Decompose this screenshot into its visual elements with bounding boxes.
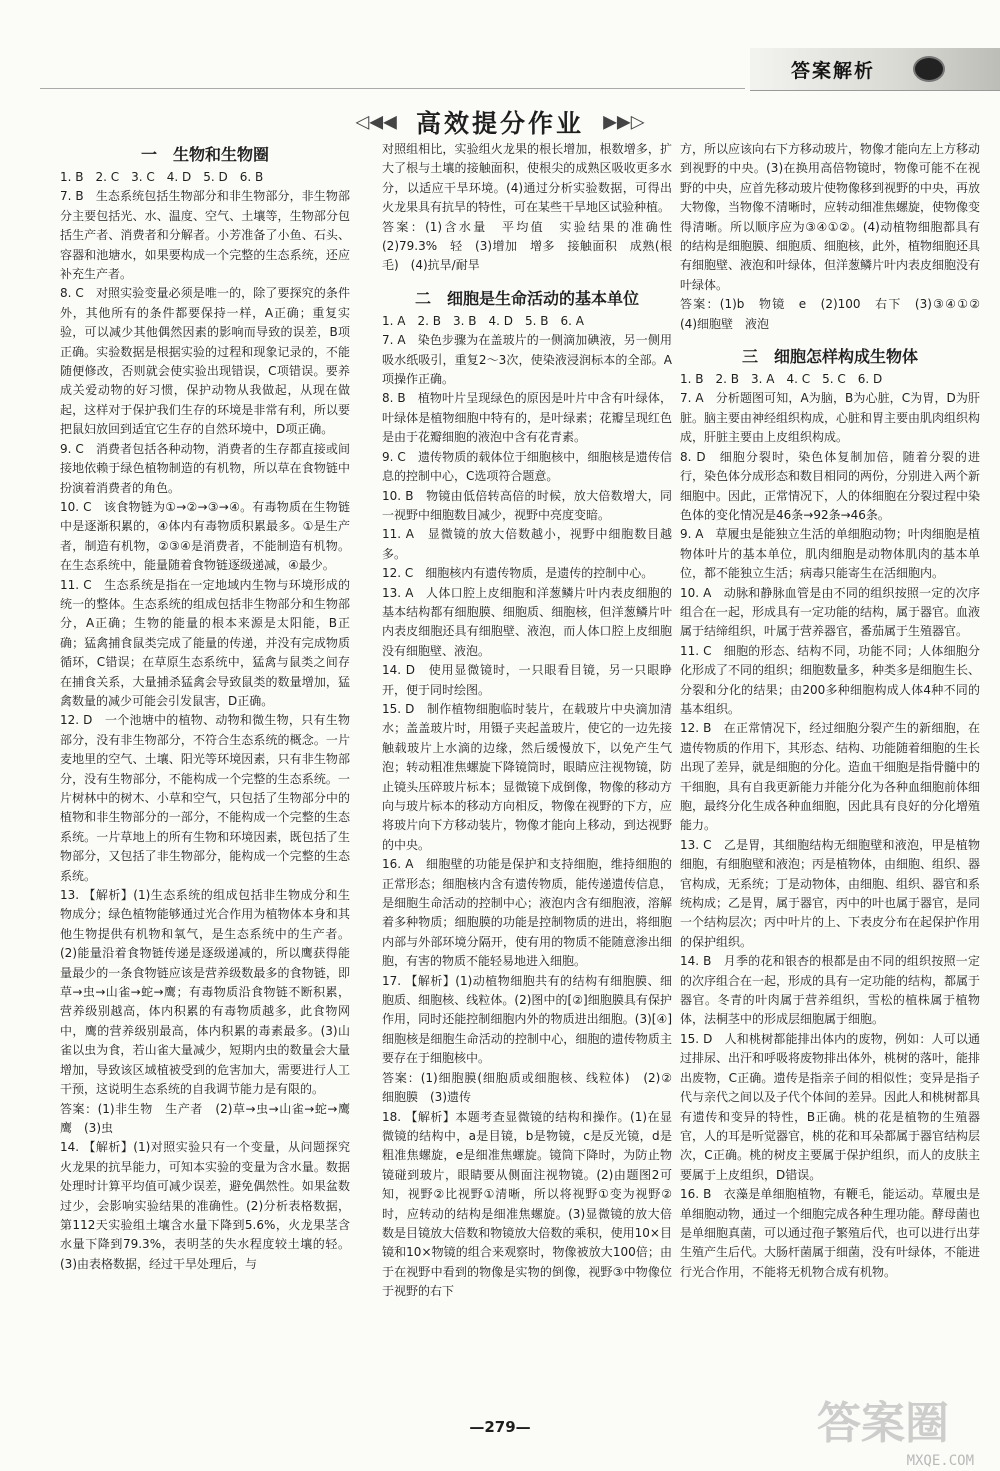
answer-item: 16. B 衣藻是单细胞植物，有鞭毛，能运动。草履虫是单细胞动物，通过一个细胞完成各种生理功能。酵母菌也是单细胞真菌，可以通过孢子繁殖后代，也可以进行出芽生殖产生后代。大肠杆菌属于细菌，没有叶绿体，不能进行光合作用，不能将无机物合成有机物。 xyxy=(680,1187,980,1279)
answer-item: 10. C 该食物链为①→②→③→④。有毒物质在生物链中是逐渐积累的，④体内有毒物质积累最多。①是生产者，制造有机物，②③④是消费者，不能制造有机物。在生态系统中，能量随着食物链逐级递减，④最少。 xyxy=(60,499,350,573)
answer-line: 1. B 2. C 3. C 4. D 5. D 6. B xyxy=(60,170,264,184)
answer-item: 9. C 消费者包括各种动物，消费者的生存都直接或间接地依赖于绿色植物制造的有机物，所以草在食物链中扮演着消费者的角色。 xyxy=(60,441,350,495)
answer-item: 10. A 动脉和静脉血管是由不同的组织按照一定的次序组合在一起，形成具有一定功能的结构，属于器官。血液属于结缔组织，叶属于营养器官，番茄属于生殖器官。 xyxy=(680,585,980,639)
answer-key: 答案：(1)b 物镜 e (2)100 右下 (3)③④①② (4)细胞壁 液泡 xyxy=(680,297,980,331)
answer-item: 12. D 一个池塘中的植物、动物和微生物，只有生物部分，没有非生物部分，不符合生态系统的概念。一片麦地里的空气、土壤、阳光等环境因素，只有非生物部分，没有生物部分，不能构成一个完整的生态系统。一片树林中的树木、小草和空气，只包括了生物部分中的植物和非生物部分的一部分，不能构成一个完整的生态系统。一片草地上的所有生物和环境因素，既包括了生物部分，又包括了非生物部分，能构成一个完整的生态系统。 xyxy=(60,713,350,883)
answer-item: 对照组相比，实验组火龙果的根长增加，根数增多，扩大了根与土壤的接触面积，使根尖的成熟区吸收更多水分，以适应干旱环境。(4)通过分析实验数据，可得出火龙果具有抗旱的特性，可在某些干旱地区试验种植。 xyxy=(382,142,672,215)
answer-item: 18. 【解析】本题考查显微镜的结构和操作。(1)在显微镜的结构中，a是目镜，b是物镜，c是反光镜，d是粗准焦螺旋，e是细准焦螺旋。镜筒下降时，为防止物镜碰到玻片，眼睛要从侧面注视物镜。(2)由题图2可知，视野②比视野①清晰，所以将视野①变为视野②时，应转动的结构是细准焦螺旋。(3)显微镜的放大倍数是目镜放大倍数和物镜放大倍数的乘积，使用10×目镜和10×物镜的组合来观察时，物像被放大100倍；由于在视野中看到的物像是实物的倒像，视野③中物像位于视野的右下 xyxy=(382,1109,672,1299)
answer-item: 14. 【解析】(1)对照实验只有一个变量，从问题探究火龙果的抗旱能力，可知本实验的变量为含水量。数据处理时计算平均值可减少误差，避免偶然性。如果盆数过少，会影响实验结果的准确性。(2)分析表格数据，第112天实验组土壤含水量下降到5.6%，火龙果茎含水量下降到79.3%，表明茎的失水程度较土壤的轻。(3)由表格数据，经过干旱处理后，与 xyxy=(60,1140,350,1271)
answer-key: 答案：(1)含水量 平均值 实验结果的准确性 (2)79.3% 轻 (3)增加 增多 接触面积 成熟(根毛) (4)抗旱/耐旱 xyxy=(382,219,672,273)
section-title: 一 生物和生物圈 xyxy=(140,145,269,164)
header-rule xyxy=(40,88,745,89)
answer-item: 9. A 草履虫是能独立生活的单细胞动物；叶肉细胞是植物体叶片的基本单位，肌肉细胞是动物体肌肉的基本单位，都不能独立生活；病毒只能寄生在活细胞内。 xyxy=(680,527,980,581)
section-title: 三 细胞怎样构成生物体 xyxy=(741,347,918,367)
answer-item: 7. B 生态系统包括生物部分和非生物部分，非生物部分主要包括光、水、温度、空气、土壤等，生物部分包括生产者、消费者和分解者。小芳准备了小鱼、石头、容器和池塘水，如果要构成一个完整的生态系统，还应补充生产者。 xyxy=(60,189,350,282)
answer-item: 8. C 对照实验变量必须是唯一的，除了要探究的条件外，其他所有的条件都要保持一样，A正确；重复实验，可以减少其他偶然因素的影响而导致的误差，B项正确。实验数据是根据实验的过程和现象记录的，不能随便修改，否则就会使实验出现错误，C项错误。要养成关爱动物的好习惯，保护动物从我做起，从现在做起，这样对于保护我们生存的环境是非常有利，所以要把鼠妇放回到适宜它生存的自然环境中，D项正确。 xyxy=(60,286,350,437)
answer-item: 15. D 人和桃树都能排出体内的废物，例如：人可以通过排尿、出汗和呼吸将废物排出体外，桃树的落叶，能排出废物，C正确。遗传是指亲子间的相似性；变异是指子代与亲代之间以及子代个体间的差异。因此人和桃树都具有遗传和变异的特性，B正确。桃的花是植物的生殖器官，人的耳是听觉器官，桃的花和耳朵都属于器官结构层次，C正确。桃的树皮主要属于保护组织，而人的皮肤主要属于上皮组织，D错误。 xyxy=(680,1031,980,1182)
answer-item: 12. C 细胞核内有遗传物质，是遗传的控制中心。 xyxy=(382,566,654,581)
answer-item: 16. A 细胞壁的功能是保护和支持细胞，维持细胞的正常形态；细胞核内含有遗传物质，能传递遗传信息，是细胞生命活动的控制中心；液泡内含有细胞液，溶解着多种物质；细胞膜的功能是控制物质的进出，将细胞内部与外部环境分隔开，使有用的物质不能随意渗出细胞，有害的物质不能轻易地进入细胞。 xyxy=(382,857,672,969)
answer-item: 8. D 细胞分裂时，染色体复制加倍，随着分裂的进行，染色体分成形态和数目相同的两份，分别进入两个新细胞中。因此，正常情况下，人的体细胞在分裂过程中染色体的变化情况是46条→92条→46条。 xyxy=(680,449,980,522)
column-1 xyxy=(60,140,350,1390)
column-2 xyxy=(382,140,672,1390)
answer-line: 1. A 2. B 3. B 4. D 5. B 6. A xyxy=(382,313,584,328)
answer-line: 1. B 2. B 3. A 4. C 5. C 6. D xyxy=(680,372,883,387)
answer-item: 8. B 植物叶片呈现绿色的原因是叶片中含有叶绿体，叶绿体是植物细胞中特有的，是叶绿素；花瓣呈现红色是由于花瓣细胞的液泡中含有花青素。 xyxy=(382,391,672,445)
answer-item: 9. C 遗传物质的载体位于细胞核中，细胞核是遗传信息的控制中心，C选项符合题意。 xyxy=(382,449,672,484)
watermark-logo: 答案圈 xyxy=(817,1398,949,1449)
answer-item: 14. B 月季的花和银杏的根都是由不同的组织按照一定的次序组合在一起，形成的具有一定功能的结构，都属于器官。冬青的叶肉属于营养组织，雪松的植株属于植物体，法桐茎中的形成层细胞属于细胞。 xyxy=(680,954,980,1027)
page-title xyxy=(0,104,1000,140)
answer-item: 7. A 分析题图可知，A为脑，B为心脏，C为胃，D为肝脏。脑主要由神经组织构成，心脏和胃主要由肌肉组织构成，肝脏主要由上皮组织构成。 xyxy=(680,391,980,445)
answer-item: 10. B 物镜由低倍转高倍的时候，放大倍数增大，同一视野中细胞数目减少，视野中亮度变暗。 xyxy=(382,488,672,522)
answer-item: 13. A 人体口腔上皮细胞和洋葱鳞片叶内表皮细胞的基本结构都有细胞膜、细胞质、细胞核，但洋葱鳞片叶内表皮细胞还具有细胞壁、液泡，而人体口腔上皮细胞没有细胞壁、液泡。 xyxy=(382,585,672,658)
answer-item: 14. D 使用显微镜时，一只眼看目镜，另一只眼睁开，便于同时绘图。 xyxy=(382,663,672,697)
title-text: 高效提分作业 xyxy=(415,109,584,138)
page-header xyxy=(0,0,1000,100)
section-title: 二 细胞是生命活动的基本单位 xyxy=(414,288,639,308)
answer-item: 11. A 显微镜的放大倍数越小，视野中细胞数目越多。 xyxy=(382,527,672,561)
answer-item: 11. C 生态系统是指在一定地域内生物与环境形成的统一的整体。生态系统的组成包括非生物部分和生物部分，A正确；生物的能量的根本来源是太阳能，B正确；猛禽捕食鼠类完成了能量的传递，并没有完成物质循环，C错误；在草原生态系统中，猛禽与鼠类之间存在捕食关系，大量捕杀猛禽会导致鼠类的数量增加，猛禽数量的减少可能会引发鼠害，D正确。 xyxy=(60,577,350,708)
answer-item: 11. C 细胞的形态、结构不同，功能不同；人体细胞分化形成了不同的组织；细胞数量多，种类多是细胞生长、分裂和分化的结果；由200多种细胞构成人体4种不同的基本组织。 xyxy=(680,643,980,716)
answer-key: 答案：(1)非生物 生产者 (2)草→虫→山雀→蛇→鹰 鹰 (3)虫 xyxy=(60,1101,350,1135)
answer-item: 方，所以应该向右下方移动玻片，物像才能向左上方移动到视野的中央。(3)在换用高倍物镜时，物像可能不在视野的中央，应首先移动玻片使物像移到视野的中央，再放大物像，当物像不清晰时，应转动细准焦螺旋，使物像变得清晰。所以顺序应为③④①②。(4)动植物细胞都具有的结构是细胞膜、细胞质、细胞核，此外，植物细胞还具有细胞壁、液泡和叶绿体，但洋葱鳞片叶内表皮细胞没有叶绿体。 xyxy=(680,142,980,292)
page-number: —279— xyxy=(469,1418,531,1436)
answer-item: 7. A 染色步骤为在盖玻片的一侧滴加碘液，另一侧用吸水纸吸引，重复2～3次，使染液浸润标本的全部。A项操作正确。 xyxy=(382,333,672,387)
column-3 xyxy=(680,140,980,1390)
answer-item: 13. 【解析】(1)生态系统的组成包括非生物成分和生物成分；绿色植物能够通过光合作用为植物体本身和其他生物提供有机物和氧气，是生态系统中的生产者。(2)能量沿着食物链传递是逐级递减的，所以鹰获得能量最少的一条食物链应该是营养级数最多的食物链，即草→虫→山雀→蛇→鹰；有毒物质沿食物链不断积累，营养级别越高，体内积累的有毒物质越多，此食物网中，鹰的营养级别最高，体内积累的毒素最多。(3)山雀以虫为食，若山雀大量减少，短期内虫的数量会大量增加，导致该区域植被受到的危害加大，需要进行人工干预，这说明生态系统的自我调节能力是有限的。 xyxy=(60,888,350,1097)
answer-item: 13. C 乙是胃，其细胞结构无细胞壁和液泡，甲是植物细胞，有细胞壁和液泡；丙是植物体，由细胞、组织、器官构成，无系统；丁是动物体，由细胞、组织、器官和系统构成；乙是胃，属于器官，丙中的叶也属于器官，是同一个结构层次；丙中叶片的上、下表皮分布在起保护作用的保护组织。 xyxy=(680,837,980,949)
answer-item: 17. 【解析】(1)动植物细胞共有的结构有细胞膜、细胞质、细胞核、线粒体。(2)图中的[②]细胞膜具有保护作用，同时还能控制细胞内外的物质进出细胞。(3)[④]细胞核是细胞生命活动的控制中心，细胞的遗传物质主要存在于细胞核中。 xyxy=(382,973,672,1066)
left-arrows-icon: ◁◀◀ xyxy=(355,111,397,133)
watermark-url: MXQE.COM xyxy=(906,1453,974,1469)
answer-key: 答案：(1)细胞膜(细胞质或细胞核、线粒体) (2)② 细胞膜 (3)遗传 xyxy=(382,1070,672,1105)
emblem-icon xyxy=(913,56,945,82)
answer-columns xyxy=(60,140,980,1390)
answer-item: 12. B 在正常情况下，经过细胞分裂产生的新细胞，在遗传物质的作用下，其形态、结构、功能随着细胞的生长出现了差异，就是细胞的分化。造血干细胞是指骨髓中的干细胞，具有自我更新能力并能分化为各种血细胞前体细胞，最终分化生成各种血细胞，因此具有良好的分化增殖能力。 xyxy=(680,721,980,833)
right-arrows-icon: ▶▶▷ xyxy=(603,111,645,133)
header-label: 答案解析 xyxy=(790,60,875,82)
header-tab xyxy=(750,48,1000,91)
answer-item: 15. D 制作植物细胞临时装片，在载玻片中央滴加清水；盖盖玻片时，用镊子夹起盖玻片，使它的一边先接触载玻片上水滴的边缘，然后缓慢放下，以免产生气泡；转动粗准焦螺旋下降镜筒时，眼睛应注视物镜，防止镜头压碎玻片标本；显微镜下成倒像，物像的移动方向与玻片标本的移动方向相反，物像在视野的下方，应将玻片向下方移动装片，物像才能向上移动，到达视野的中央。 xyxy=(382,701,672,852)
